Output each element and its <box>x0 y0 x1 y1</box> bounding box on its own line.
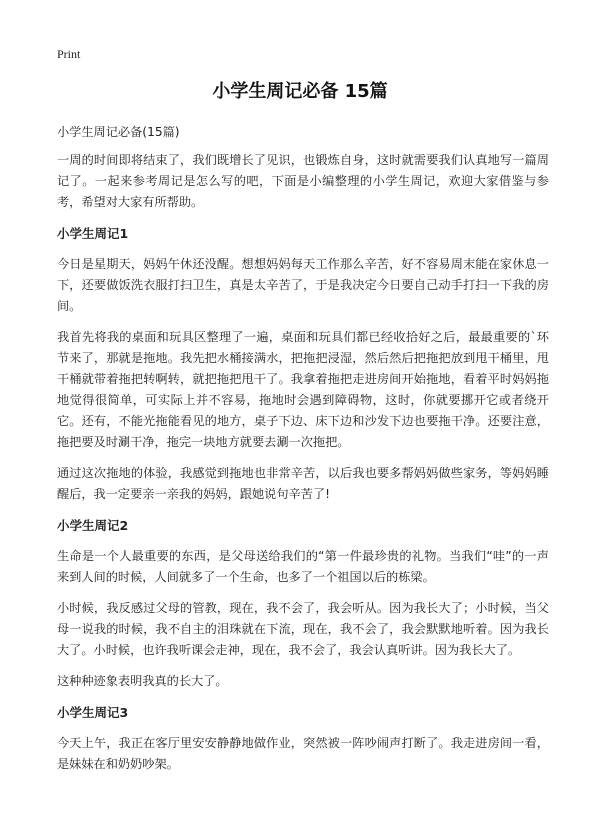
article-subtitle: 小学生周记必备(15篇) <box>57 125 180 139</box>
section-paragraph: 小时候，我反感过父母的管教，现在，我不会了，我会听从。因为我长大了；小时候，当父母一说我的时候，我不自主的泪珠就在下流，现在，我不会了，我会默默地听着。因为我长大了。小时候，也许我听课会走神，现在，我不会了，我会认真听讲。因为我长大了。 <box>57 601 549 657</box>
section-heading: 小学生周记1 <box>57 226 129 241</box>
intro-paragraph: 一周的时间即将结束了，我们既增长了见识，也锻炼自身，这时就需要我们认真地写一篇周记了。一起来参考周记是怎么写的吧，下面是小编整理的小学生周记，欢迎大家借鉴与参考，希望对大家有所帮助。 <box>57 153 549 209</box>
article-body <box>57 122 549 785</box>
section-3 <box>57 702 549 775</box>
print-link[interactable]: Print <box>57 47 81 61</box>
page-title: 小学生周记必备 15篇 <box>212 81 388 102</box>
section-paragraph: 我首先将我的桌面和玩具区整理了一遍，桌面和玩具们都已经收拾好之后，最最重要的`环节来了，那就是拖地。我先把水桶接满水，把拖把浸湿，然后然后把拖把放到甩干桶里，甩干桶就带着拖把转啊转，就把拖把甩干了。我拿着拖把走进房间开始拖地，看着平时妈妈拖地觉得很简单，可实际上并不容易，拖地时会遇到障碍物，这时，你就要挪开它或者绕开它。还有，不能光拖能看见的地方，桌子下边、床下边和沙发下边也要拖干净。还要注意，拖把要及时涮干净，拖完一块地方就要去涮一次拖把。 <box>57 330 549 449</box>
section-heading: 小学生周记3 <box>57 705 129 720</box>
section-paragraph: 今日是星期天，妈妈午休还没醒。想想妈妈每天工作那么辛苦，好不容易周末能在家休息一下，还要做饭洗衣服打扫卫生，真是太辛苦了，于是我决定今日要自己动手打扫一下我的房间。 <box>57 257 549 313</box>
section-paragraph: 这种种迹象表明我真的长大了。 <box>57 674 228 688</box>
section-paragraph: 今天上午，我正在客厅里安安静静地做作业，突然被一阵吵闹声打断了。我走进房间一看，是妹妹在和奶奶吵架。 <box>57 736 549 771</box>
section-1 <box>57 223 549 505</box>
section-paragraph: 生命是一个人最重要的东西，是父母送给我们的“第一件最珍贵的礼物。当我们“哇”的一声来到人间的时候，人间就多了一个生命，也多了一个祖国以后的栋梁。 <box>57 549 549 584</box>
section-paragraph: 通过这次拖地的体验，我感觉到拖地也非常辛苦，以后我也要多帮妈妈做些家务，等妈妈睡醒后，我一定要亲一亲我的妈妈，跟她说句辛苦了! <box>57 466 549 501</box>
section-heading: 小学生周记2 <box>57 518 129 533</box>
section-2 <box>57 515 549 692</box>
